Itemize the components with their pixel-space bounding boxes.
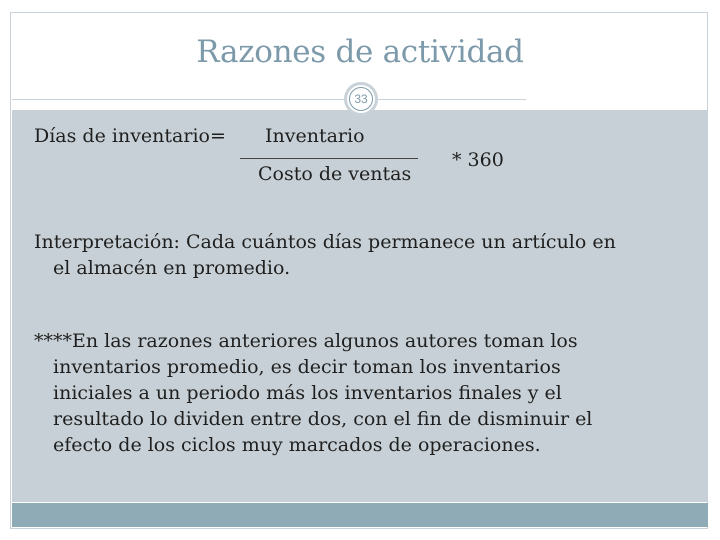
interpretation-line: Interpretación: Cada cuántos días permanece un artículo en (34, 231, 616, 253)
note-line: ****En las razones anteriores algunos autores toman los (34, 330, 578, 352)
note-line: resultado lo dividen entre dos, con el fin de disminuir el (53, 408, 593, 430)
note-line: efecto de los ciclos muy marcados de operaciones. (53, 434, 541, 456)
page-number: 33 (349, 87, 373, 111)
note-line: inventarios promedio, es decir toman los inventarios (53, 356, 561, 378)
formula-multiplier: * 360 (452, 149, 504, 171)
footer-band (12, 503, 708, 527)
title-divider (12, 99, 526, 100)
formula-numerator: Inventario (265, 125, 365, 147)
formula-denominator: Costo de ventas (258, 163, 412, 185)
slide-title: Razones de actividad (196, 34, 524, 70)
note-line: iniciales a un periodo más los inventarios finales y el (53, 382, 562, 404)
page-number-badge (344, 82, 378, 116)
formula-label: Días de inventario= (34, 125, 226, 147)
fraction-bar (240, 158, 418, 159)
interpretation-line: el almacén en promedio. (53, 257, 291, 279)
